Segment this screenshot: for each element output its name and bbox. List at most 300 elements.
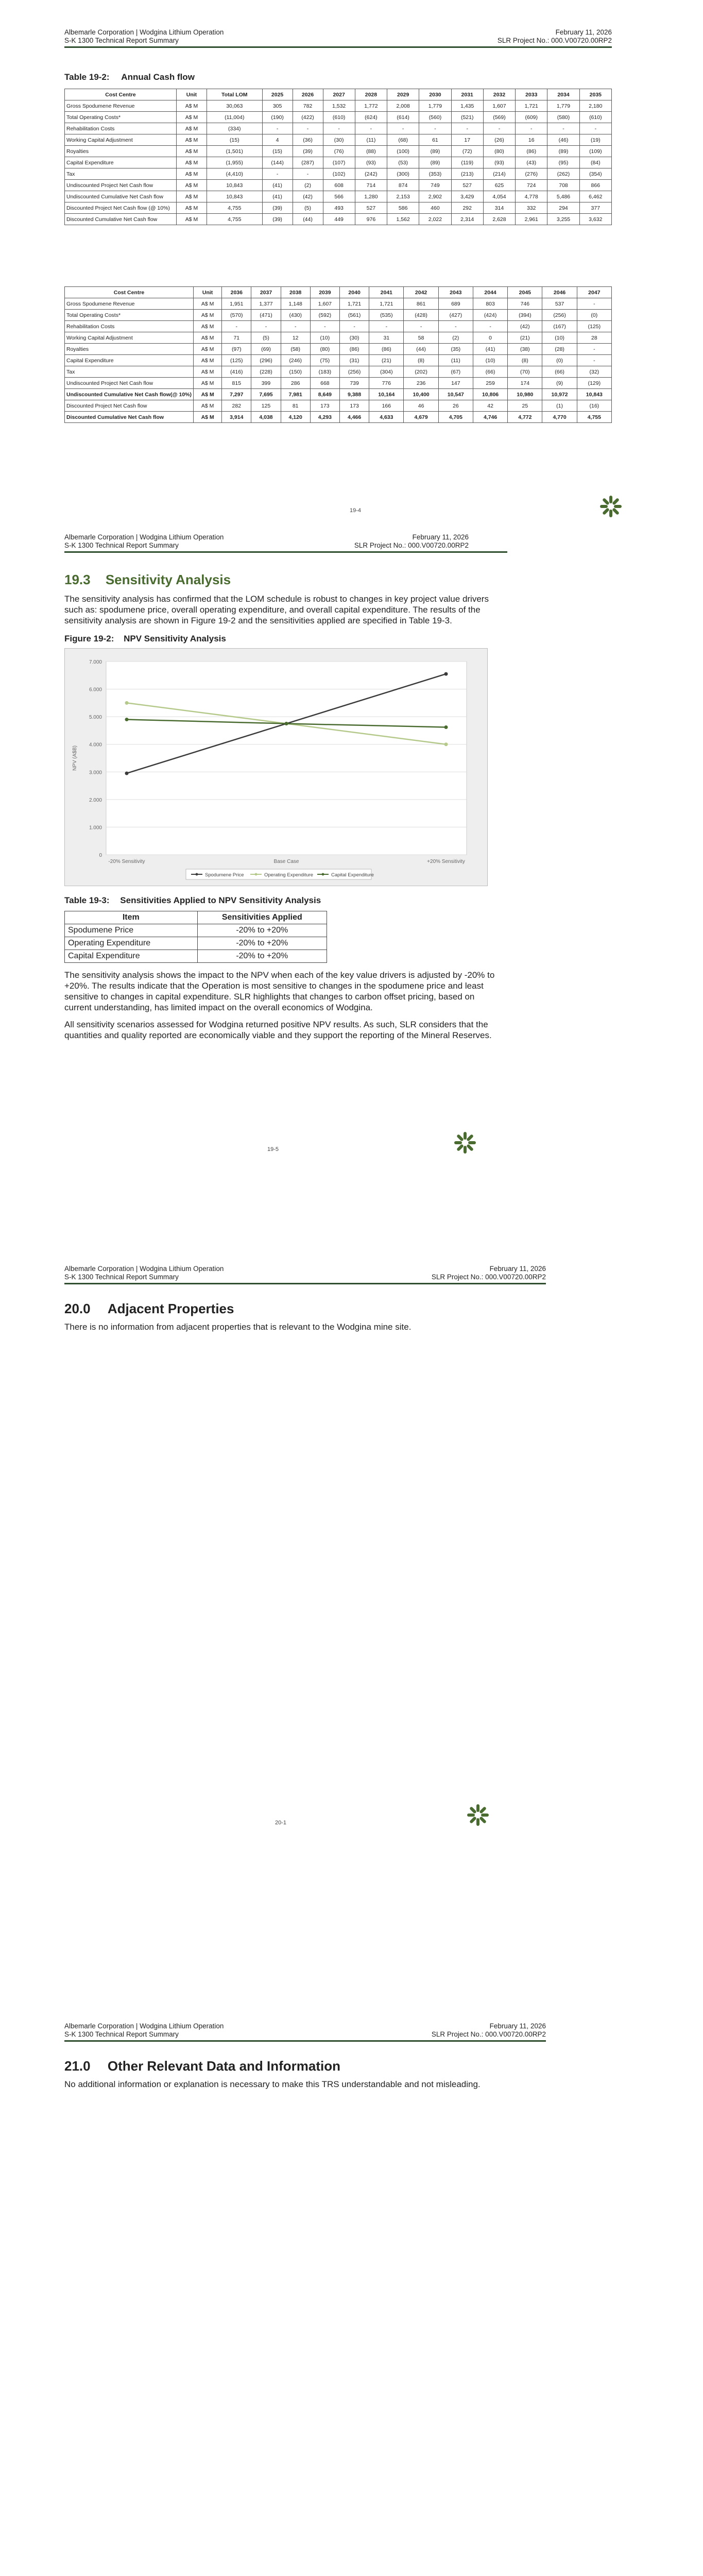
table-row [65,389,612,400]
table-cell: 2,314 [451,214,483,225]
table-cell: 4,755 [207,202,262,214]
table-cell: (129) [577,378,611,389]
header-company: Albemarle Corporation | Wodgina Lithium Operation [64,28,224,36]
sensitivity-cell: -20% to +20% [197,924,327,937]
table-cell: 724 [516,180,547,191]
table-cell: (242) [355,168,387,180]
table-cell: (2) [438,332,473,344]
x-tick-label: Base Case [273,859,299,865]
column-header: 2040 [340,287,369,298]
y-axis-label: NPV (A$B) [72,745,78,771]
table-cell: (11) [355,134,387,146]
table-cell: (570) [222,310,251,321]
table-cell: (109) [579,146,611,157]
section-heading-19-3 [64,572,231,588]
legend-marker [255,873,258,876]
table-row [65,123,612,134]
data-point [125,701,129,705]
table-cell: (256) [542,310,577,321]
table-cell: 28 [577,332,611,344]
table-cell: A$ M [177,134,207,146]
table-cell: (354) [579,168,611,180]
table-cell: 31 [369,332,404,344]
table-cell: (276) [516,168,547,180]
table-cell: (76) [323,146,355,157]
table-cell: 1,779 [419,100,451,112]
slr-logo-icon [453,1131,477,1155]
table-cell: (42) [508,321,542,332]
header-date: February 11, 2026 [555,28,612,36]
legend-marker [196,873,198,876]
table-cell: 2,153 [387,191,419,202]
table-cell: (228) [251,366,281,378]
page-number: 19-5 [267,1146,279,1153]
table-cell: (287) [293,157,323,168]
table-cell: 4,755 [207,214,262,225]
table-cell: (424) [473,310,507,321]
table-cell: (422) [293,112,323,123]
column-header: 2036 [222,287,251,298]
x-tick-label: -20% Sensitivity [108,859,145,865]
table-cell: - [419,123,451,134]
table-cell: A$ M [177,202,207,214]
data-point [444,725,448,729]
table-cell: 1,607 [310,298,339,310]
table-cell: - [547,123,579,134]
column-header: 2030 [419,89,451,100]
slr-logo-icon [466,1803,490,1827]
sensitivity-intro-paragraph: The sensitivity analysis has confirmed that the LOM schedule is robust to changes in key project value drivers such as: spodumene price, overall operating expenditure, and overall capital expenditure. The results of the sensitivity analysis are shown in Figure 19-2 and the sensitivities applied are specified in Table 19-3. [64,594,489,625]
table-cell: 10,843 [207,180,262,191]
table-cell: 2,961 [516,214,547,225]
table-row [65,157,612,168]
sensitivity-conclusion-paragraph: All sensitivity scenarios assessed for Wodgina returned positive NPV results. As such, SLR considers that the quantities and quality reported are economically viable and they support the reporting of the Mineral Reserves. [64,1020,492,1040]
table-cell: 10,972 [542,389,577,400]
column-header: Sensitivities Applied [197,911,327,924]
table-cell: (30) [323,134,355,146]
table-cell: 25 [508,400,542,412]
header-rule [64,46,612,48]
table-cell: 292 [451,202,483,214]
table-cell: 259 [473,378,507,389]
table-cell: (30) [340,332,369,344]
table-cell: - [251,321,281,332]
column-header: 2028 [355,89,387,100]
table-cell: - [281,321,310,332]
table-cell: (66) [473,366,507,378]
table-cell: 976 [355,214,387,225]
table-cell: 10,806 [473,389,507,400]
table-cell: 4,633 [369,412,404,423]
header-date: February 11, 2026 [489,1265,546,1273]
table-cell: (0) [542,355,577,366]
table-cell: (39) [293,146,323,157]
table-cell: 4,293 [310,412,339,423]
column-header: 2025 [262,89,293,100]
table-cell: 4,038 [251,412,281,423]
table-cell: (2) [293,180,323,191]
data-point [125,718,129,721]
column-header: 2046 [542,287,577,298]
row-label: Discounted Cumulative Net Cash flow [65,214,177,225]
table-cell: (93) [355,157,387,168]
table-cell: (36) [293,134,323,146]
table-cell: 10,164 [369,389,404,400]
column-header: 2042 [404,287,438,298]
table-cell: (80) [483,146,515,157]
table-cell: 2,180 [579,100,611,112]
row-label: Rehabilitation Costs [65,123,177,134]
table-cell: 4,770 [542,412,577,423]
table-cell: A$ M [194,310,222,321]
table-cell: 874 [387,180,419,191]
table-cell: 566 [323,191,355,202]
table-cell: (561) [340,310,369,321]
section-title: Adjacent Properties [107,1301,234,1316]
table-cell: 714 [355,180,387,191]
table-cell: A$ M [177,157,207,168]
header-project: SLR Project No.: 000.V00720.00RP2 [497,37,612,44]
y-tick-label: 2.000 [89,797,102,803]
table-cell: (300) [387,168,419,180]
row-label: Tax [65,366,194,378]
table-cell: 4,746 [473,412,507,423]
row-label: Discounted Project Net Cash flow (@ 10%) [65,202,177,214]
table-cell: 4,772 [508,412,542,423]
table-cell: (39) [262,202,293,214]
header-date: February 11, 2026 [489,2022,546,2030]
table-cell: (67) [438,366,473,378]
table-cell: - [387,123,419,134]
page-21-1 [0,2020,703,2576]
table-cell: 2,628 [483,214,515,225]
table-cell: 147 [438,378,473,389]
column-header: 2047 [577,287,611,298]
table-cell: A$ M [177,123,207,134]
y-tick-label: 1.000 [89,825,102,831]
table-cell: 4,705 [438,412,473,423]
row-label: Royalties [65,344,194,355]
table-cell: (41) [262,191,293,202]
table-cell: - [473,321,507,332]
table-cell: - [323,123,355,134]
table-cell: 4,466 [340,412,369,423]
table-cell: - [262,168,293,180]
section-number: 21.0 [64,2058,91,2074]
table-cell: A$ M [177,214,207,225]
table-cell: (8) [404,355,438,366]
table-cell: (100) [387,146,419,157]
table-cell: A$ M [194,344,222,355]
page-20-1 [0,1262,703,1958]
table-row [65,412,612,423]
table-cell: 282 [222,400,251,412]
table-cell: 782 [293,100,323,112]
legend-label: Spodumene Price [205,872,244,878]
table-cell: (38) [508,344,542,355]
table-cell: - [577,355,611,366]
table-cell: (334) [207,123,262,134]
table-cell: (125) [577,321,611,332]
column-header: 2041 [369,287,404,298]
table-cell: (4,410) [207,168,262,180]
table-cell: 46 [404,400,438,412]
x-tick-label: +20% Sensitivity [427,859,465,865]
table-cell: 26 [438,400,473,412]
table-cell: 586 [387,202,419,214]
table-cell: 81 [281,400,310,412]
table-cell: (614) [387,112,419,123]
table-cell: (66) [542,366,577,378]
table-cell: (610) [579,112,611,123]
table-cell: (296) [251,355,281,366]
figure-number: Figure 19-2: [64,634,114,643]
table-cell: (1) [542,400,577,412]
table-row [65,378,612,389]
table-cell: (1,955) [207,157,262,168]
table-cell: (427) [438,310,473,321]
table-cell: (16) [577,400,611,412]
table-cell: (428) [404,310,438,321]
table-cell: (31) [340,355,369,366]
table-cell: 625 [483,180,515,191]
column-header: 2035 [579,89,611,100]
table-cell: 58 [404,332,438,344]
table-cell: - [577,344,611,355]
table-cell: 4 [262,134,293,146]
table-row [65,344,612,355]
table-cell: 0 [473,332,507,344]
table-cell: 1,721 [369,298,404,310]
table-cell: (86) [340,344,369,355]
table-cell: (416) [222,366,251,378]
table-cell: 2,008 [387,100,419,112]
page-19-5 [0,531,703,1195]
row-label: Undiscounted Cumulative Net Cash flow(@ 10%) [65,389,194,400]
table-cell: - [451,123,483,134]
table-cell: 527 [451,180,483,191]
table-cell: - [293,123,323,134]
table-cell: (0) [577,310,611,321]
row-label: Gross Spodumene Revenue [65,100,177,112]
header-project: SLR Project No.: 000.V00720.00RP2 [431,1273,546,1281]
table-cell: - [310,321,339,332]
table-cell: A$ M [194,412,222,423]
table-cell: (86) [369,344,404,355]
table-cell: (10) [310,332,339,344]
table-cell: (202) [404,366,438,378]
table-cell: 4,054 [483,191,515,202]
table-row [65,937,327,950]
column-header: Cost Centre [65,287,194,298]
data-point [444,672,448,676]
table-cell: 42 [473,400,507,412]
table-cell: 174 [508,378,542,389]
table-cell: (21) [369,355,404,366]
table-cell: - [438,321,473,332]
table-cell: 739 [340,378,369,389]
table-cell: - [340,321,369,332]
column-header: 2043 [438,287,473,298]
row-label: Discounted Cumulative Net Cash flow [65,412,194,423]
header-report: S-K 1300 Technical Report Summary [64,541,179,549]
table-cell: 493 [323,202,355,214]
legend-label: Capital Expenditure [331,872,374,878]
column-header: 2033 [516,89,547,100]
row-label: Discounted Project Net Cash flow [65,400,194,412]
table-cell: (5) [251,332,281,344]
table-cell: A$ M [194,378,222,389]
sensitivity-cell: -20% to +20% [197,937,327,950]
table-cell: (150) [281,366,310,378]
table-cell: (125) [222,355,251,366]
table-cell: (9) [542,378,577,389]
table-cell: 17 [451,134,483,146]
table-cell: 1,721 [516,100,547,112]
header-project: SLR Project No.: 000.V00720.00RP2 [354,541,469,549]
table-cell: 449 [323,214,355,225]
adjacent-properties-paragraph: There is no information from adjacent properties that is relevant to the Wodgina mine site. [64,1322,411,1332]
table-cell: 527 [355,202,387,214]
table-cell: (88) [355,146,387,157]
table-cell: 173 [340,400,369,412]
row-label: Capital Expenditure [65,157,177,168]
item-cell: Capital Expenditure [65,950,198,963]
plot-area [106,662,467,855]
table-cell: (53) [387,157,419,168]
header-rule [64,2040,546,2042]
column-header: Item [65,911,198,924]
table-cell: 7,297 [222,389,251,400]
table-cell: 776 [369,378,404,389]
table-cell: (353) [419,168,451,180]
table-cell: (107) [323,157,355,168]
table-row [65,321,612,332]
table-cell: 2,902 [419,191,451,202]
sensitivity-results-paragraph: The sensitivity analysis shows the impact to the NPV when each of the key value drivers is adjusted by -20% to +20%. The results indicate that the Operation is most sensitive to changes in the spodumene price and least sensitive to changes in capital expenditure. SLR highlights that changes to carbon offset pricing, based on current understanding, has limited impact on the overall economics of Wodgina. [64,970,495,1012]
table-cell: (43) [516,157,547,168]
table-cell: (28) [542,344,577,355]
table-row [65,168,612,180]
table-row [65,310,612,321]
y-tick-label: 5.000 [89,715,102,721]
table-cell: 861 [404,298,438,310]
cash-flow-table-2025-2035 [64,89,612,225]
table-cell: 1,951 [222,298,251,310]
table-cell: (5) [293,202,323,214]
table-cell: 1,377 [251,298,281,310]
table-cell: 10,547 [438,389,473,400]
table-cell: - [404,321,438,332]
table-cell: A$ M [194,400,222,412]
table-row [65,950,327,963]
cash-flow-table-2036-2047 [64,286,612,423]
section-number: 20.0 [64,1301,91,1316]
table-cell: (119) [451,157,483,168]
sensitivities-table [64,911,327,963]
table-cell: 668 [310,378,339,389]
table-cell: (95) [547,157,579,168]
row-label: Tax [65,168,177,180]
table-cell: (535) [369,310,404,321]
row-label: Undiscounted Project Net Cash flow [65,378,194,389]
table-cell: 8,649 [310,389,339,400]
table-cell: (560) [419,112,451,123]
table-cell: (86) [516,146,547,157]
table-cell: - [222,321,251,332]
data-point [444,742,448,746]
table-cell: 1,532 [323,100,355,112]
legend-marker [322,873,324,876]
section-heading-20-0 [64,1301,234,1317]
table-cell: 286 [281,378,310,389]
table-cell: A$ M [177,180,207,191]
table-cell: 3,255 [547,214,579,225]
table-row [65,400,612,412]
row-label: Capital Expenditure [65,355,194,366]
section-title: Sensitivity Analysis [105,572,231,587]
row-label: Total Operating Costs* [65,310,194,321]
table-row [65,924,327,937]
table-row [65,214,612,225]
table-cell: 803 [473,298,507,310]
table-cell: - [516,123,547,134]
data-point [285,722,288,725]
row-label: Working Capital Adjustment [65,134,177,146]
table-row [65,134,612,146]
table-cell: (430) [281,310,310,321]
table-cell: 2,022 [419,214,451,225]
table-cell: A$ M [194,366,222,378]
item-cell: Operating Expenditure [65,937,198,950]
table-cell: 1,280 [355,191,387,202]
table-cell: (15) [207,134,262,146]
table-cell: 746 [508,298,542,310]
table-cell: - [577,298,611,310]
table-cell: (70) [508,366,542,378]
sensitivity-cell: -20% to +20% [197,950,327,963]
column-header: Cost Centre [65,89,177,100]
table-cell: 61 [419,134,451,146]
table-cell: - [579,123,611,134]
table-row [65,332,612,344]
table-cell: (609) [516,112,547,123]
table-cell: (213) [451,168,483,180]
column-header: 2044 [473,287,507,298]
table-cell: (46) [547,134,579,146]
row-label: Working Capital Adjustment [65,332,194,344]
table-row [65,100,612,112]
table-cell: 1,607 [483,100,515,112]
legend-label: Operating Expenditure [264,872,314,878]
table-cell: (569) [483,112,515,123]
table-cell: (8) [508,355,542,366]
table-cell: (35) [438,344,473,355]
table-cell: A$ M [177,191,207,202]
table-cell: (256) [340,366,369,378]
row-label: Royalties [65,146,177,157]
table-cell: 377 [579,202,611,214]
table-cell: (44) [404,344,438,355]
header-report: S-K 1300 Technical Report Summary [64,1273,179,1281]
table-cell: (10) [542,332,577,344]
table-cell: (1,501) [207,146,262,157]
table-cell: 6,462 [579,191,611,202]
table-cell: 815 [222,378,251,389]
table-cell: (246) [281,355,310,366]
table-cell: (41) [473,344,507,355]
data-point [125,771,129,775]
